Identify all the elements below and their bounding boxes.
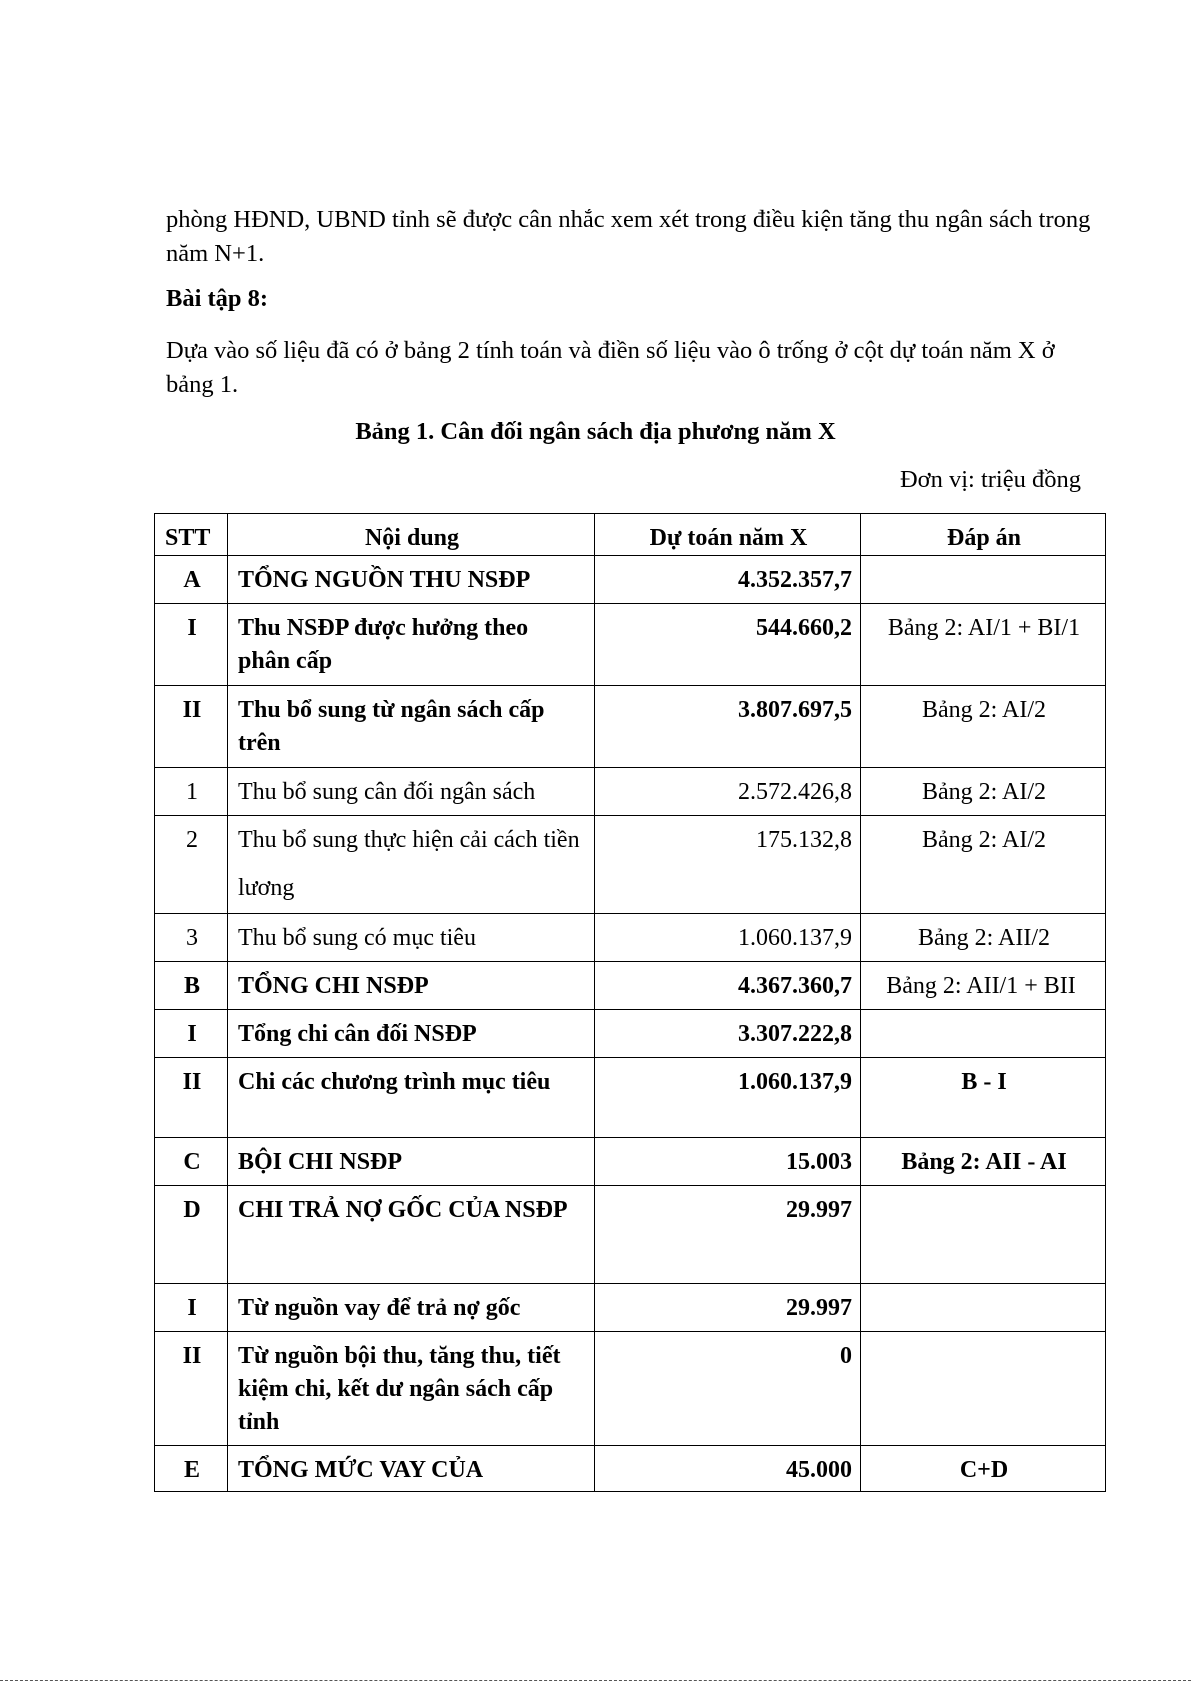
row-content: Chi các chương trình mục tiêu xyxy=(228,1058,595,1138)
row-value: 3.807.697,5 xyxy=(595,686,861,768)
exercise-text: Dựa vào số liệu đã có ở bảng 2 tính toán và điền số liệu vào ô trống ở cột dự toán năm X ở bảng 1. xyxy=(166,337,1055,398)
row-stt: II xyxy=(155,1058,228,1138)
row-stt: 3 xyxy=(155,914,228,962)
row-answer xyxy=(861,1010,1106,1058)
row-value: 15.003 xyxy=(595,1138,861,1186)
table-row xyxy=(155,1332,1106,1446)
table-row xyxy=(155,768,1106,816)
row-value: 544.660,2 xyxy=(595,604,861,686)
row-value: 2.572.426,8 xyxy=(595,768,861,816)
row-answer: Bảng 2: AI/2 xyxy=(861,768,1106,816)
row-content: TỔNG MỨC VAY CỦA xyxy=(228,1446,595,1492)
table-row xyxy=(155,686,1106,768)
row-value: 3.307.222,8 xyxy=(595,1010,861,1058)
header-answer: Đáp án xyxy=(861,514,1106,556)
table-row xyxy=(155,962,1106,1010)
intro-paragraph: phòng HĐND, UBND tỉnh sẽ được cân nhắc xem xét trong điều kiện tăng thu ngân sách trong năm N+1. xyxy=(166,206,1091,267)
row-content: Thu bổ sung có mục tiêu xyxy=(228,914,595,962)
row-stt: D xyxy=(155,1186,228,1284)
row-value: 0 xyxy=(595,1332,861,1446)
row-answer: Bảng 2: AI/2 xyxy=(861,816,1106,914)
table-row xyxy=(155,604,1106,686)
page-bottom-rule xyxy=(0,1680,1191,1681)
row-answer: C+D xyxy=(861,1446,1106,1492)
header-stt: STT xyxy=(155,514,228,556)
row-content: Thu NSĐP được hưởng theo phân cấp xyxy=(228,604,595,686)
budget-table xyxy=(154,513,1106,1492)
row-value: 29.997 xyxy=(595,1186,861,1284)
row-value: 1.060.137,9 xyxy=(595,914,861,962)
row-content: Thu bổ sung từ ngân sách cấp trên xyxy=(228,686,595,768)
row-answer: Bảng 2: AII/1 + BII xyxy=(861,962,1106,1010)
table-row xyxy=(155,556,1106,604)
unit-label: Đơn vị: triệu đồng xyxy=(899,466,1081,493)
row-content: Từ nguồn bội thu, tăng thu, tiết kiệm chi, kết dư ngân sách cấp tỉnh xyxy=(228,1332,595,1446)
row-stt: I xyxy=(155,1284,228,1332)
row-stt: 1 xyxy=(155,768,228,816)
table-row xyxy=(155,1010,1106,1058)
header-value: Dự toán năm X xyxy=(595,514,861,556)
row-answer: Bảng 2: AII - AI xyxy=(861,1138,1106,1186)
table-header-row xyxy=(155,514,1106,556)
row-answer: Bảng 2: AI/2 xyxy=(861,686,1106,768)
row-stt: I xyxy=(155,1010,228,1058)
row-content: Thu bổ sung thực hiện cải cách tiền lương xyxy=(228,816,595,914)
table-title: Bảng 1. Cân đối ngân sách địa phương năm X xyxy=(355,418,836,445)
row-answer: B - I xyxy=(861,1058,1106,1138)
row-content: Từ nguồn vay để trả nợ gốc xyxy=(228,1284,595,1332)
table-row xyxy=(155,1138,1106,1186)
row-value: 29.997 xyxy=(595,1284,861,1332)
row-answer xyxy=(861,1284,1106,1332)
row-content: CHI TRẢ NỢ GỐC CỦA NSĐP xyxy=(228,1186,595,1284)
row-stt: E xyxy=(155,1446,228,1492)
row-content: Thu bổ sung cân đối ngân sách xyxy=(228,768,595,816)
row-stt: B xyxy=(155,962,228,1010)
row-stt: II xyxy=(155,1332,228,1446)
row-answer xyxy=(861,1332,1106,1446)
row-content: Tổng chi cân đối NSĐP xyxy=(228,1010,595,1058)
row-value: 45.000 xyxy=(595,1446,861,1492)
table-row xyxy=(155,1446,1106,1492)
row-content: TỔNG CHI NSĐP xyxy=(228,962,595,1010)
row-answer xyxy=(861,1186,1106,1284)
row-answer: Bảng 2: AII/2 xyxy=(861,914,1106,962)
row-value: 1.060.137,9 xyxy=(595,1058,861,1138)
row-answer xyxy=(861,556,1106,604)
row-stt: A xyxy=(155,556,228,604)
row-answer: Bảng 2: AI/1 + BI/1 xyxy=(861,604,1106,686)
table-row xyxy=(155,816,1106,914)
row-value: 4.367.360,7 xyxy=(595,962,861,1010)
row-value: 4.352.357,7 xyxy=(595,556,861,604)
table-row xyxy=(155,1186,1106,1284)
table-row xyxy=(155,1284,1106,1332)
row-content: BỘI CHI NSĐP xyxy=(228,1138,595,1186)
table-row xyxy=(155,1058,1106,1138)
row-content: TỔNG NGUỒN THU NSĐP xyxy=(228,556,595,604)
table-row xyxy=(155,914,1106,962)
row-stt: I xyxy=(155,604,228,686)
row-value: 175.132,8 xyxy=(595,816,861,914)
row-stt: II xyxy=(155,686,228,768)
row-stt: C xyxy=(155,1138,228,1186)
row-stt: 2 xyxy=(155,816,228,914)
header-content: Nội dung xyxy=(228,514,595,556)
exercise-heading: Bài tập 8: xyxy=(166,285,269,312)
